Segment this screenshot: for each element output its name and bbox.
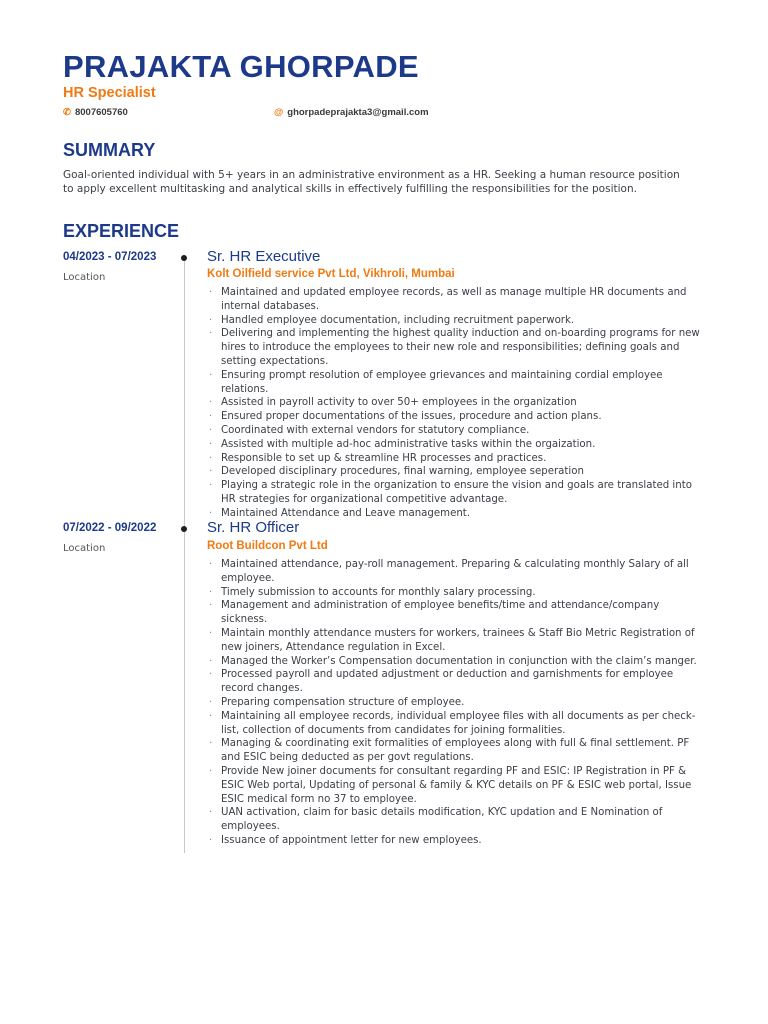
bullet-item: · Maintained Attendance and Leave management. <box>207 507 707 521</box>
job-location: Location <box>63 272 106 283</box>
at-sign-icon: @ <box>274 106 284 118</box>
bullet-item: · Assisted with multiple ad-hoc administrative tasks within the orgaization. <box>207 438 707 452</box>
bullet-item: · Issuance of appointment letter for new employees. <box>207 834 707 848</box>
bullet-item: · Coordinated with external vendors for statutory compliance. <box>207 424 707 438</box>
bullet-item: · Developed disciplinary procedures, final warning, employee seperation <box>207 465 707 479</box>
phone-icon: ✆ <box>63 106 71 118</box>
bullet-item: · Management and administration of employee benefits/time and attendance/company sickness. <box>207 599 707 627</box>
job-dates: 04/2023 - 07/2023 <box>63 251 157 263</box>
job-location: Location <box>63 543 106 554</box>
phone-contact <box>63 105 128 119</box>
bullet-item: · Managing & coordinating exit formalities of employees along with full & final settlement. PF and ESIC being deducted as per govt regulations. <box>207 737 707 765</box>
job-dates: 07/2022 - 09/2022 <box>63 522 157 534</box>
bullet-item: · Handled employee documentation, including recruitment paperwork. <box>207 314 707 328</box>
bullet-item: · Maintained and updated employee records, as well as manage multiple HR documents and internal databases. <box>207 286 707 314</box>
bullet-item: · Maintain monthly attendance musters for workers, trainees & Staff Bio Metric Registration of new joiners, Attendance regulation in Excel. <box>207 627 707 655</box>
summary-text: Goal-oriented individual with 5+ years in an administrative environment as a HR. Seeking a human resource position to apply excellent multitasking and analytical skills in effectively fulfilling the responsibilities for the position. <box>63 169 680 195</box>
bullet-item: · Delivering and implementing the highest quality induction and on-boarding programs for new hires to introduce the employees to their new role and responsibilities; defining goals and setting expectations. <box>207 327 707 368</box>
email-contact[interactable] <box>274 105 429 119</box>
company-name: Root Buildcon Pvt Ltd <box>207 540 328 552</box>
timeline-line <box>184 258 185 853</box>
candidate-name: PRAJAKTA GHORPADE <box>63 49 419 84</box>
bullet-item: · Maintained attendance, pay-roll management. Preparing & calculating monthly Salary of all employee. <box>207 558 707 586</box>
bullet-item: · Ensuring prompt resolution of employee grievances and maintaining cordial employee relations. <box>207 369 707 397</box>
bullet-item: · Managed the Worker’s Compensation documentation in conjunction with the claim’s manger. <box>207 655 707 669</box>
job-title: Sr. HR Executive <box>207 248 321 265</box>
bullet-item: · Timely submission to accounts for monthly salary processing. <box>207 586 707 600</box>
bullet-item: · Preparing compensation structure of employee. <box>207 696 707 710</box>
job-role: HR Specialist <box>63 85 156 101</box>
timeline-dot <box>181 526 187 532</box>
phone-number: 8007605760 <box>74 106 128 118</box>
bullet-item: · UAN activation, claim for basic details modification, KYC updation and E Nomination of employees. <box>207 806 707 834</box>
bullet-item: · Provide New joiner documents for consultant regarding PF and ESIC: IP Registration in PF & ESIC Web portal, Updating of personal & family & KYC details on PF & ESIC web portal, Issue ESIC medical form no 37 to employee. <box>207 765 707 806</box>
bullet-item: · Playing a strategic role in the organization to ensure the vision and goals are translated into HR strategies for organizational competitive advantage. <box>207 479 707 507</box>
bullet-item: · Responsible to set up & streamline HR processes and practices. <box>207 452 707 466</box>
email-address[interactable]: ghorpadeprajakta3@gmail.com <box>287 106 429 118</box>
summary-heading: SUMMARY <box>63 140 156 160</box>
company-name: Kolt Oilfield service Pvt Ltd, Vikhroli, Mumbai <box>207 268 455 280</box>
bullet-item: · Assisted in payroll activity to over 50+ employees in the organization <box>207 396 707 410</box>
bullet-item: · Processed payroll and updated adjustment or deduction and garnishments for employee record changes. <box>207 668 707 696</box>
timeline-dot <box>181 255 187 261</box>
bullet-item: · Maintaining all employee records, individual employee files with all documents as per check-list, collection of documents from candidates for joining formalities. <box>207 710 707 738</box>
job-title: Sr. HR Officer <box>207 519 300 536</box>
job-bullets <box>207 558 707 848</box>
job-bullets <box>207 286 707 521</box>
bullet-item: · Ensured proper documentations of the issues, procedure and action plans. <box>207 410 707 424</box>
experience-heading: EXPERIENCE <box>63 221 180 241</box>
